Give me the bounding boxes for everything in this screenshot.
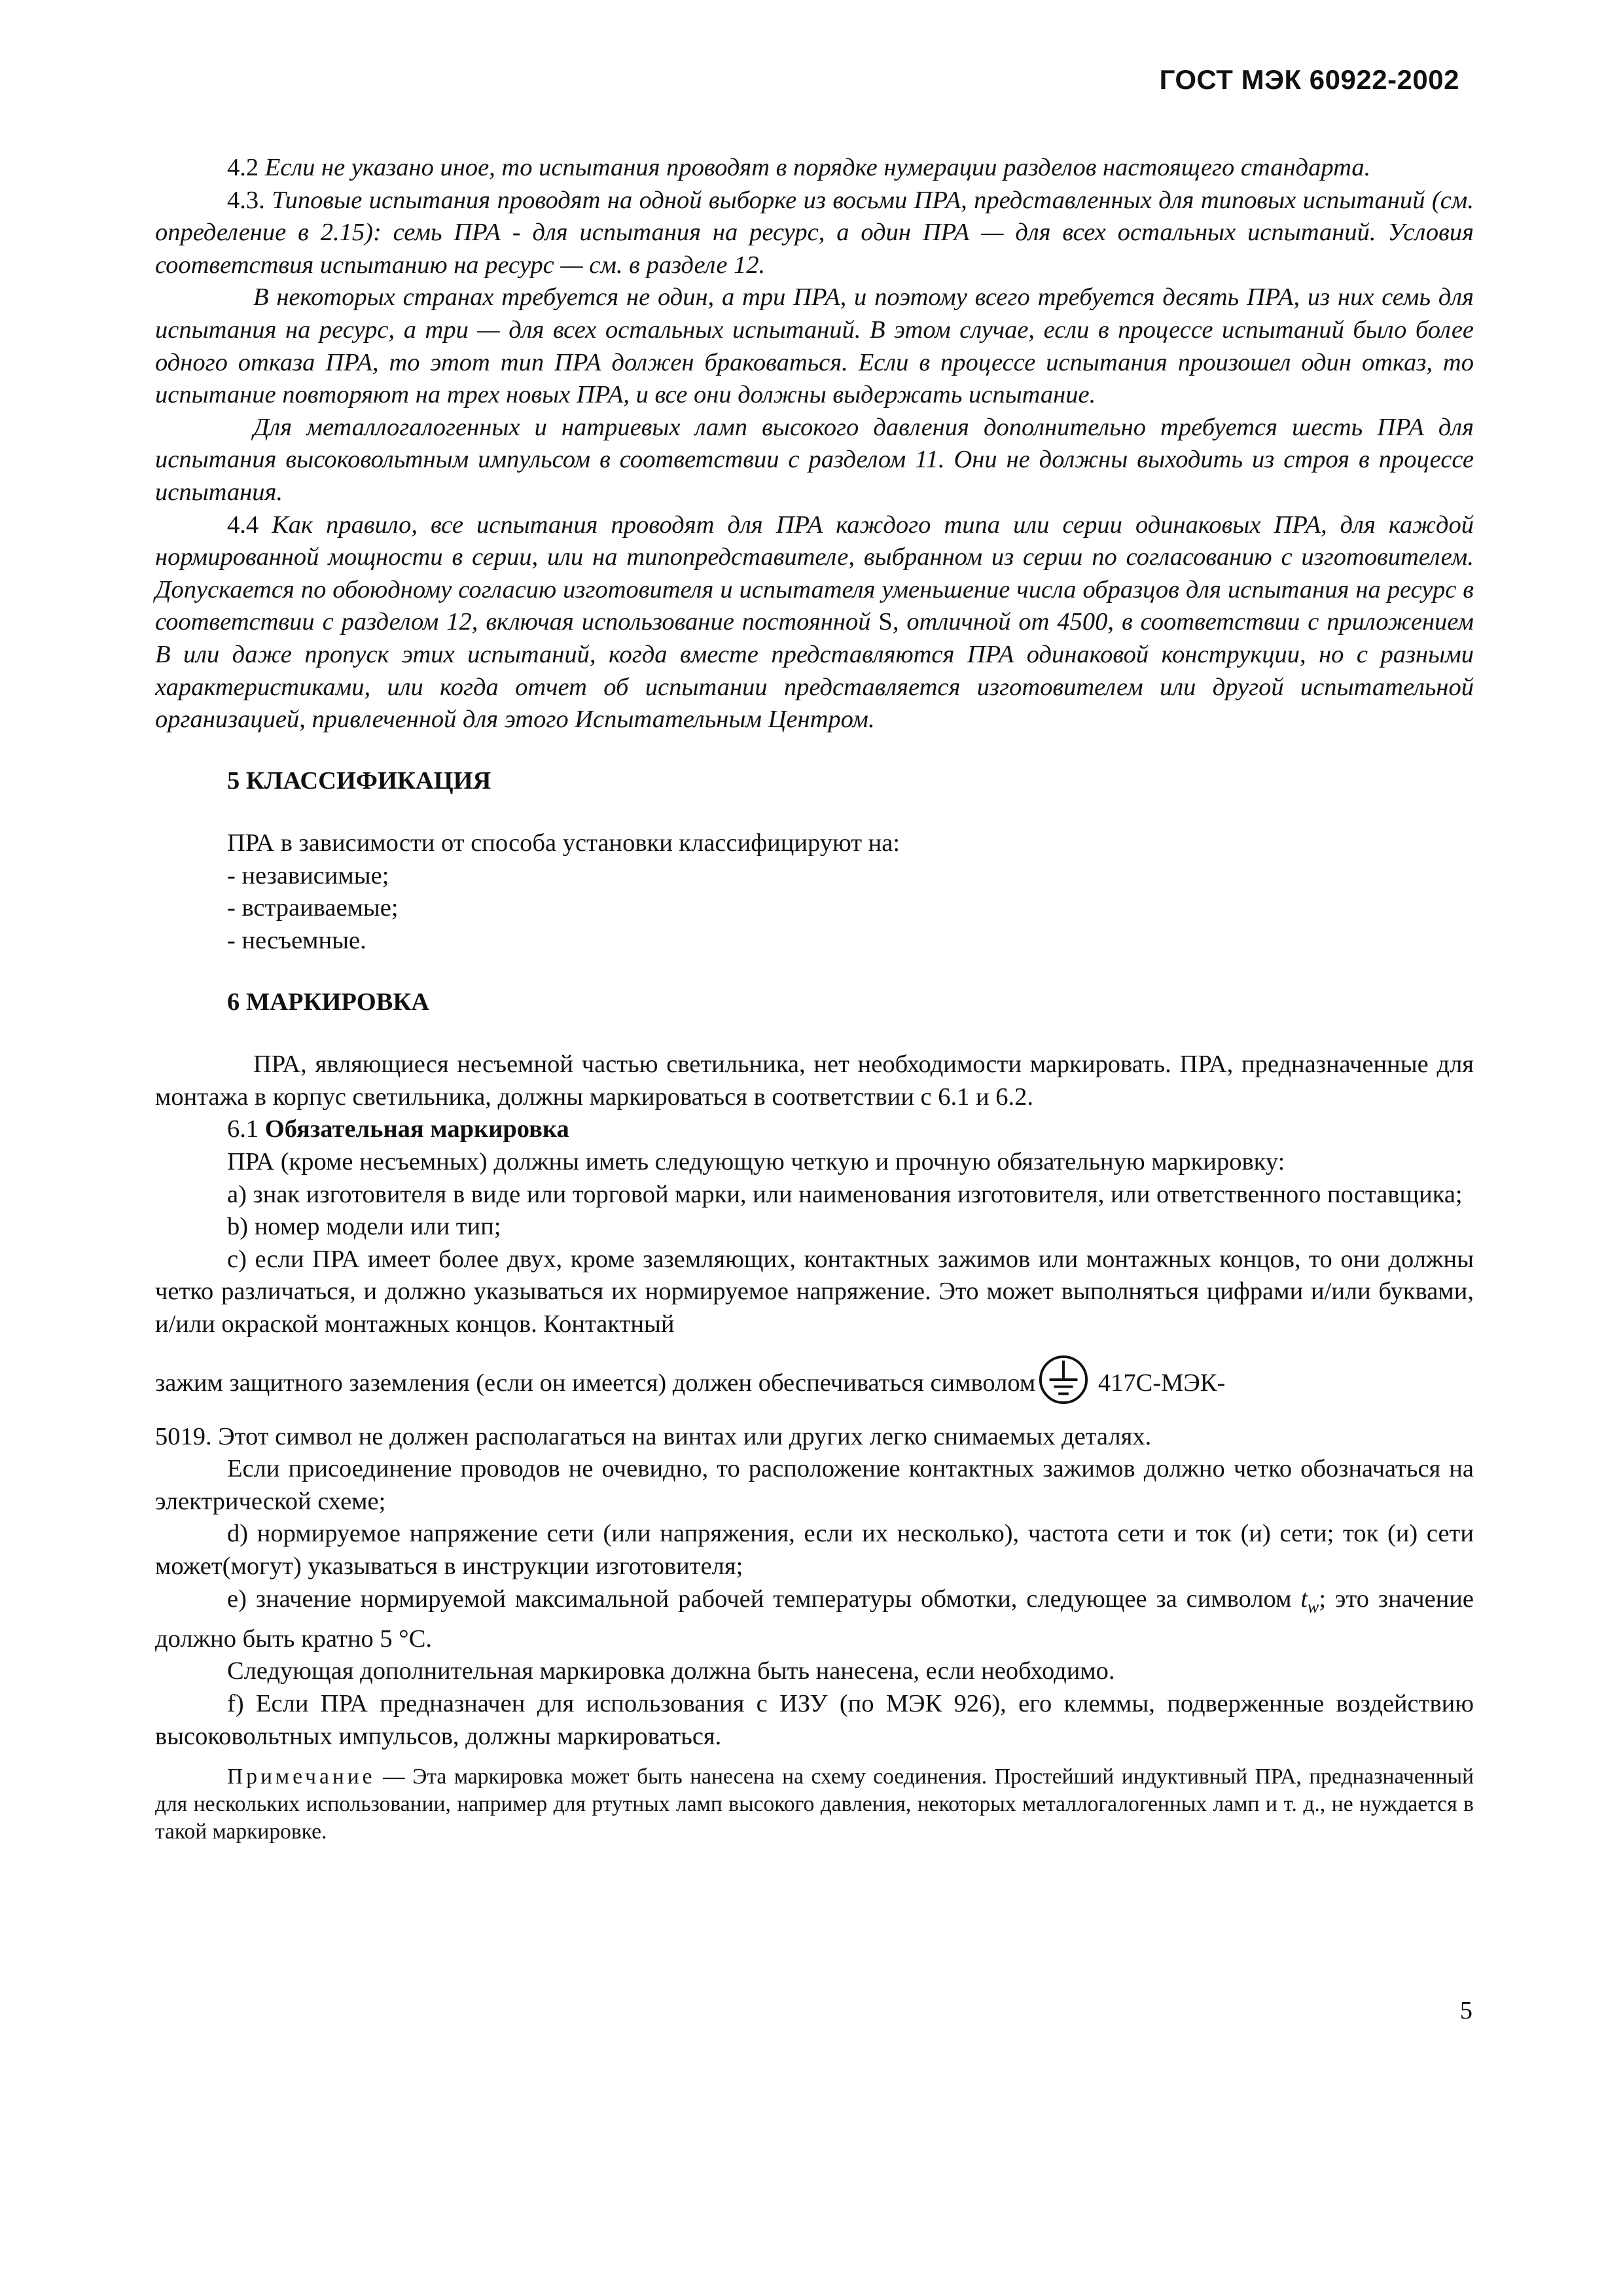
paragraph-6-1-p1: ПРА (кроме несъемных) должны иметь следующую четкую и прочную обязательную маркировку: [227,1148,1285,1176]
item-e [155,1583,1474,1656]
item-c-earth-line [155,1365,1474,1405]
section-5-title: 5 КЛАССИФИКАЦИЯ [227,766,491,795]
paragraph-4-2 [155,152,1474,185]
list-item: - несъемные. [227,927,366,955]
section-6-title: 6 МАРКИРОВКА [227,988,430,1016]
clause-text: Если не указано иное, то испытания проводят в порядке нумерации разделов настоящего стандарта. [264,154,1371,181]
section-6-intro: ПРА, являющиеся несъемной частью светильника, нет необходимости маркировать. ПРА, предназначенные для монтажа в корпус светильника, должны маркироваться в соответствии с 6.1 и 6.2. [155,1050,1474,1111]
constant-s: S [878,608,893,636]
symbol-t: t [1300,1585,1308,1613]
clause-text: Типовые испытания проводят на одной выборке из восьми ПРА, представленных для типовых испытаний (см. определение в 2.15): семь ПРА - для испытания на ресурс, а один ПРА — для всех остальных испытаний. Условия соответствия испытанию на ресурс — см. в разделе 12. [155,186,1474,279]
item-c-tail: 5019. Этот символ не должен располагаться на винтах или других легко снимаемых деталях. [155,1422,1152,1450]
section-5-intro: ПРА в зависимости от способа установки классифицируют на: [227,829,901,857]
paragraph-4-3-c: Для металлогалогенных и натриевых ламп высокого давления дополнительно требуется шесть ПРА для испытания высоковольтным импульсом в соответствии с разделом 11. Они не должны выходить из строя в процессе испытания. [155,413,1474,506]
paragraph-4-3-b: В некоторых странах требуется не один, а три ПРА, и поэтому всего требуется десять ПРА, из них семь для испытания на ресурс, а три — для всех остальных испытаний. В этом случае, если в процессе испытаний было более одного отказа ПРА, то этот тип ПРА должен браковаться. Если в процессе испытания произошел один отказ, то испытание повторяют на трех новых ПРА, и все они должны выдержать испытание. [155,283,1474,409]
subsection-number: 6.1 [227,1115,265,1143]
item-d: d) нормируемое напряжение сети (или напряжения, если их несколько), частота сети и ток (и) сети; ток (и) сети может(могут) указываться в инструкции изготовителя; [155,1520,1474,1580]
earth-text-before: зажим защитного заземления (если он имеется) должен обеспечиваться символом [155,1369,1036,1397]
paragraph-4-3 [155,185,1474,282]
item-e-text: е) значение нормируемой максимальной рабочей температуры обмотки, следующее за символом [227,1585,1301,1613]
clause-number: 4.4 [227,511,272,539]
paragraph-4-4 [155,509,1474,736]
symbol-subscript: w [1308,1597,1319,1617]
subsection-6-1-heading [155,1113,1474,1146]
paragraph-6-1-p2: Если присоединение проводов не очевидно, то расположение контактных зажимов должно четко обозначаться на электрической схеме; [155,1455,1474,1515]
list-item: - встраиваемые; [227,894,399,922]
item-e-text: ; это значение должно быть кратно 5 °С. [155,1585,1474,1653]
clause-number: 4.3. [227,186,272,214]
paragraph-6-1-p3: Следующая дополнительная маркировка должна быть нанесена, если необходимо. [227,1657,1115,1685]
subsection-title: Обязательная маркировка [264,1115,569,1143]
page-number: 5 [1459,1997,1472,2024]
item-a: а) знак изготовителя в виде или торговой марки, или наименования изготовителя, или ответственного поставщика; [227,1180,1463,1208]
document-body [155,152,1474,1846]
note [155,1763,1474,1846]
item-c: с) если ПРА имеет более двух, кроме заземляющих, контактных зажимов или монтажных концов, то они должны четко различаться, и должно указываться их нормируемое напряжение. Это может выполняться цифрами и/или буквами, и/или окраской монтажных концов. Контактный [155,1245,1474,1338]
item-f: f) Если ПРА предназначен для использования с ИЗУ (по МЭК 926), его клеммы, подверженные воздействию высоковольтных импульсов, должны маркироваться. [155,1690,1474,1750]
classification-list [155,860,1474,958]
clause-text: Как правило, все испытания проводят для ПРА каждого типа или серии одинаковых ПРА, для каждой нормированной мощности в серии, или на типопредставителе, выбранном из серии по согласованию с изготовителем. Допускается по обоюдному согласию изготовителя и испытателя уменьшение числа образцов для испытания на ресурс в соответствии с разделом 12, включая использование постоянной [155,511,1474,636]
earth-text-after: 417С-МЭК- [1092,1369,1226,1397]
note-label: Примечание [227,1765,376,1789]
note-text: — Эта маркировка может быть нанесена на схему соединения. Простейший индуктивный ПРА, предназначенный для нескольких использовании, например для ртутных ламп высокого давления, некоторых металлогалогенных ламп и т. д., не нуждается в такой маркировке. [155,1765,1474,1844]
protective-earth-icon [1038,1354,1089,1405]
document-code-header: ГОСТ МЭК 60922-2002 [1159,64,1459,95]
item-b: b) номер модели или тип; [227,1213,501,1241]
clause-text: , отличной от 4500, в соответствии с приложением В или даже пропуск этих испытаний, когда вместе представляются ПРА одинаковой конструкции, но с разными характеристиками, или когда отчет об испытании представляется изготовителем или другой испытательной организацией, привлеченной для этого Испытательным Центром. [155,608,1474,734]
list-item: - независимые; [227,861,389,889]
clause-number: 4.2 [227,154,265,181]
